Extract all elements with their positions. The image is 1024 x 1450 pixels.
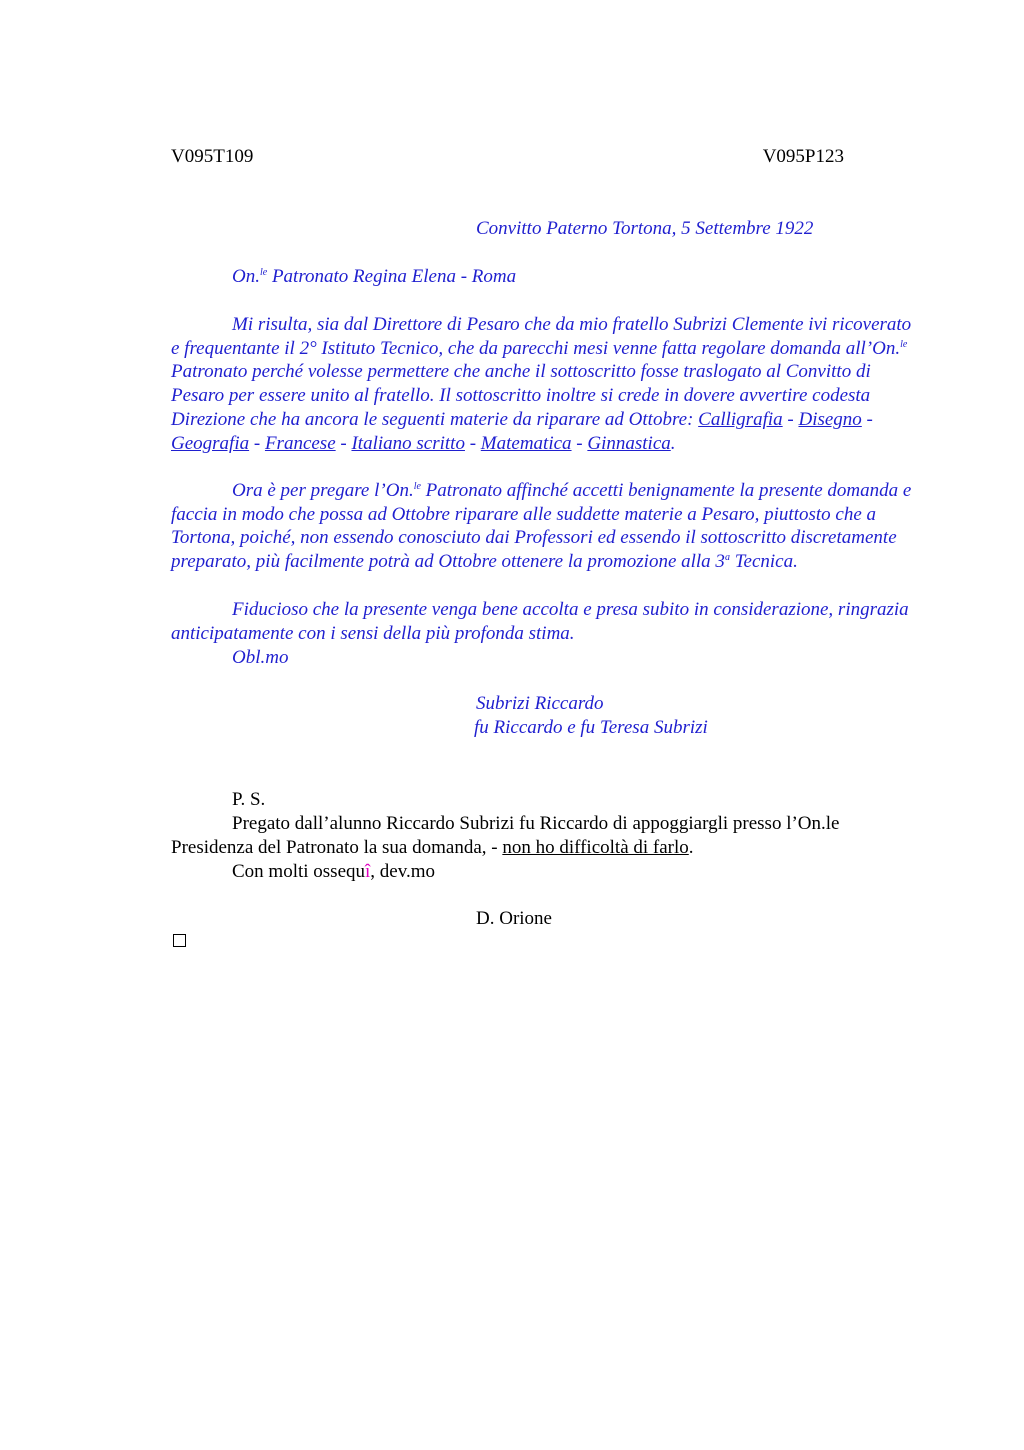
letter-closing: Obl.mo bbox=[232, 647, 289, 668]
signature-parentage: fu Riccardo e fu Teresa Subrizi bbox=[474, 717, 708, 738]
postscript-underlined-phrase: non ho difficoltà di farlo bbox=[502, 836, 689, 858]
subject-italiano-scritto: Italiano scritto bbox=[351, 432, 465, 454]
subject-francese: Francese bbox=[264, 432, 336, 454]
addressee: On.$^{le}$ Patronato Regina Elena - Roma bbox=[232, 266, 517, 287]
subject-calligrafia: Calligrafia bbox=[698, 408, 783, 430]
signature-name: Subrizi Riccardo bbox=[476, 693, 604, 714]
subject-geografia: Geografia bbox=[171, 432, 250, 454]
document-code-right: V095P123 bbox=[762, 146, 844, 167]
letter-paragraph-2: Ora è per pregare l’On.$^{le}$ Patronato affinché accetti benignamente la presente domanda e faccia in modo che possa ad Ottobre riparare alle suddette materie a Pesaro, piuttosto che a Tortona, poiché, non essendo conosciuto dai Professori ed essendo il sottoscritto discretamente preparato, più facilmente potrà ad Ottobre ottenere la promozione alla 3$^a$ Tecnica. bbox=[171, 480, 912, 573]
annotation-mark: î bbox=[365, 861, 371, 882]
postscript-signature: D. Orione bbox=[476, 908, 552, 929]
letter-paragraph-1: Mi risulta, sia dal Direttore di Pesaro che da mio fratello Subrizi Clemente ivi ricoverato e frequentante il 2° Istituto Tecnico, che da parecchi mesi venne fatta regolare domanda all’On.$^{le}$ Patronato perché volesse permettere che anche il sottoscritto fosse traslogato al Convitto di Pesaro per essere unito al fratello. Il sottoscritto inoltre si crede in dovere avvertire codesta Direzione che ha ancora le seguenti materie da riparare ad Ottobre: Calligrafia - Disegno - Geografia - Francese - Italiano scritto - Matematica - Ginnastica. bbox=[171, 314, 912, 454]
subject-matematica: Matematica bbox=[480, 432, 572, 454]
subject-ginnastica: Ginnastica bbox=[587, 432, 671, 454]
postscript-regards: Con molti ossequî, dev.mo bbox=[232, 861, 436, 882]
checkbox-square-icon bbox=[173, 934, 186, 947]
place-date: Convitto Paterno Tortona, 5 Settembre 1922 bbox=[476, 218, 814, 239]
subject-disegno: Disegno bbox=[798, 408, 862, 430]
postscript-label: P. S. bbox=[232, 789, 266, 810]
document-code-left: V095T109 bbox=[171, 146, 254, 167]
postscript-text: Pregato dall’alunno Riccardo Subrizi fu Riccardo di appoggiargli presso l’On.le Presidenza del Patronato la sua domanda, - non ho difficoltà di farlo. bbox=[171, 813, 840, 858]
document-header bbox=[171, 146, 844, 168]
letter-paragraph-3: Fiducioso che la presente venga bene accolta e presa subito in considerazione, ringrazia anticipatamente con i sensi della più profonda stima. bbox=[171, 599, 909, 644]
